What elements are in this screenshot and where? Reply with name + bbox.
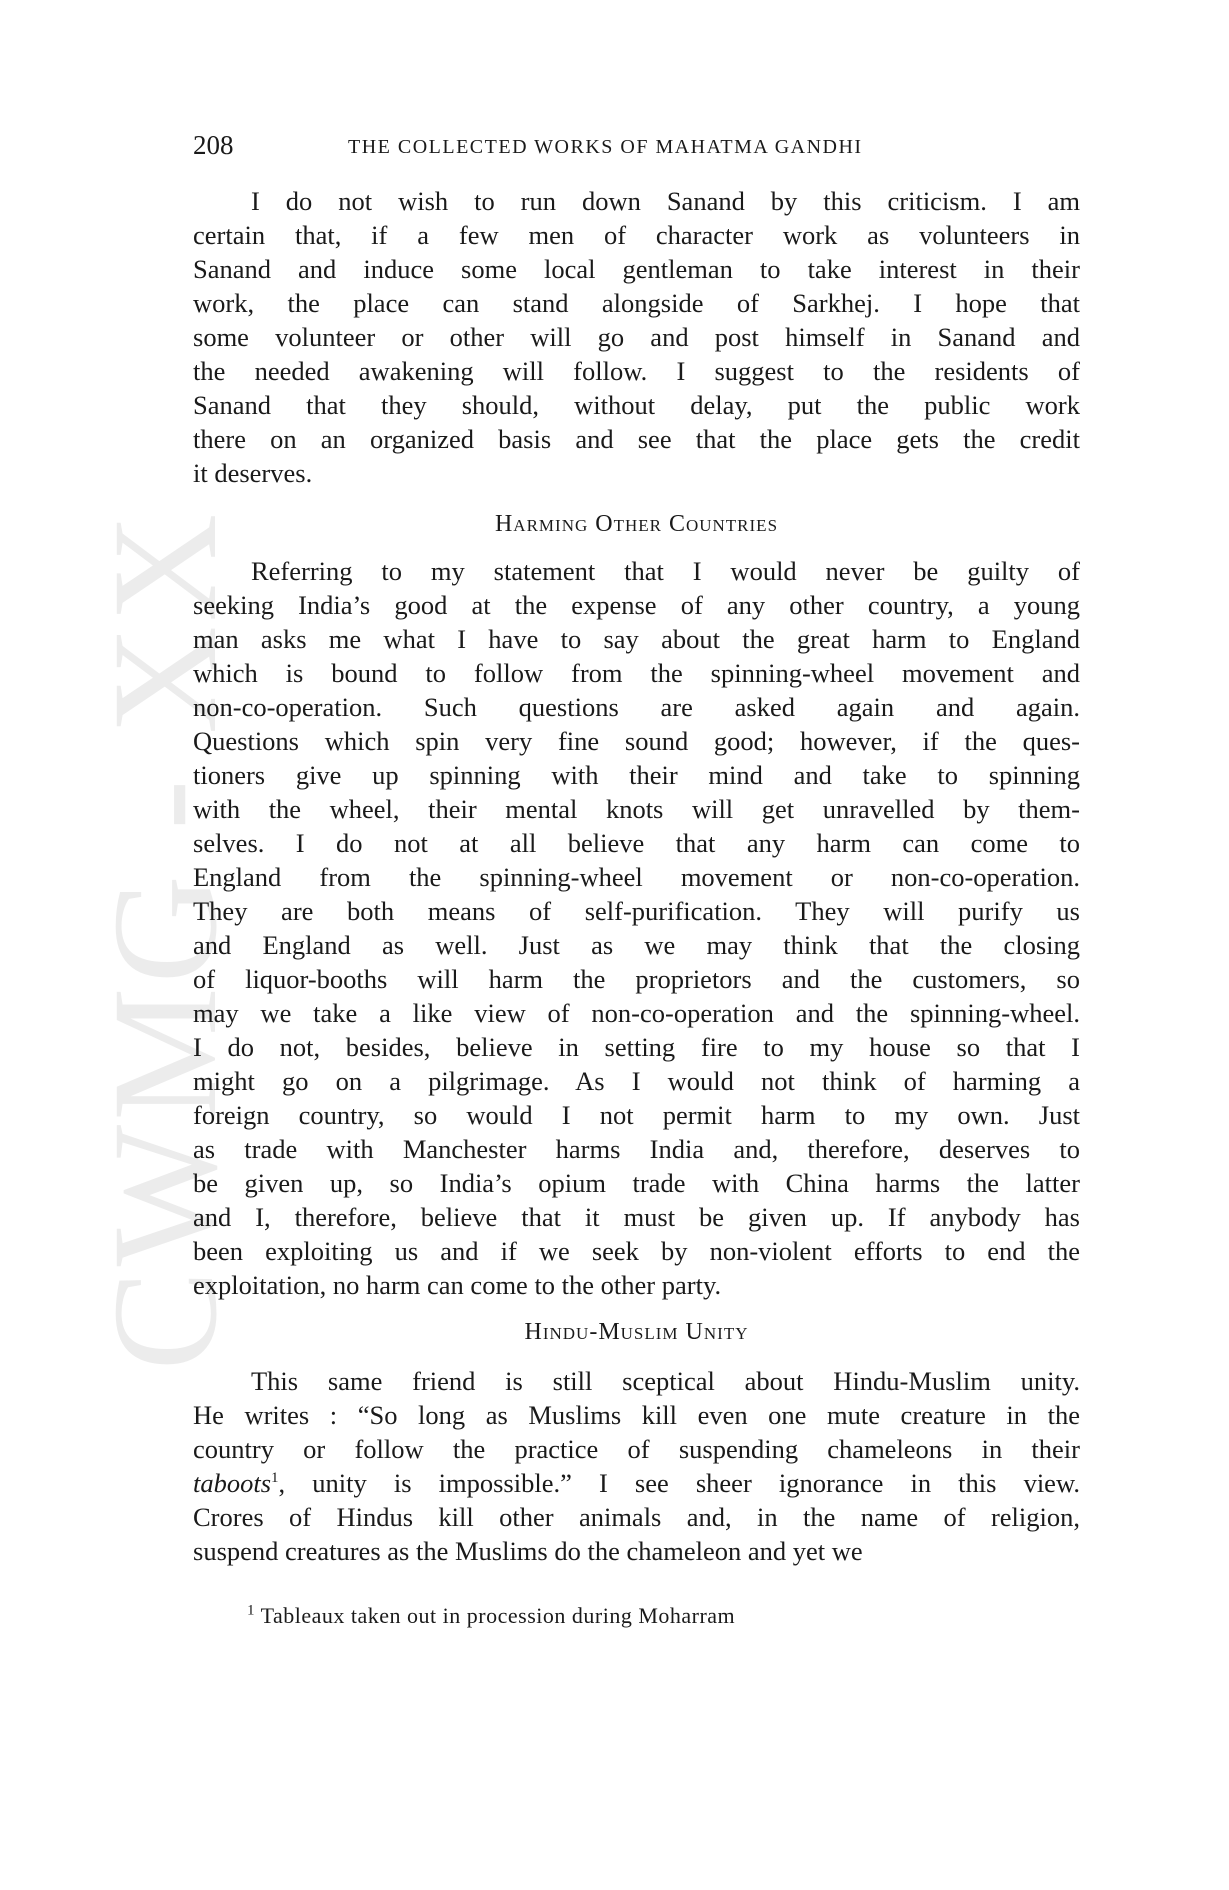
footnote-text: Tableaux taken out in procession during Moharram [260,1603,736,1628]
text-line: I do not wish to run down Sanand by this criticism. I am [251,186,1080,216]
text-line: exploitation, no harm can come to the other party. [193,1270,722,1300]
paragraph-harming-other-countries [193,554,1080,1302]
text-line: This same friend is still sceptical about Hindu-Muslim unity. [251,1366,1080,1396]
italic-term: taboots [193,1468,272,1498]
text-line: Sanand and induce some local gentleman to take interest in their [193,254,1080,284]
text-line: there on an organized basis and see that the place gets the credit [193,424,1080,454]
text-line: been exploiting us and if we seek by non-violent efforts to end the [193,1236,1080,1266]
text-line: certain that, if a few men of character work as volunteers in [193,220,1080,250]
text-line: non-co-operation. Such questions are asked again and again. [193,692,1080,722]
text-line: man asks me what I have to say about the great harm to England [193,624,1080,654]
text-line: selves. I do not at all believe that any harm can come to [193,828,1080,858]
footnote-ref: 1 [271,1470,279,1487]
text-line: work, the place can stand alongside of Sarkhej. I hope that [193,288,1080,318]
paragraph-hindu-muslim-unity [193,1364,1080,1568]
running-head: THE COLLECTED WORKS OF MAHATMA GANDHI [348,136,863,158]
section-heading-hindu-muslim-unity: Hindu-Muslim Unity [524,1319,749,1345]
text-line: Crores of Hindus kill other animals and, in the name of religion, [193,1502,1080,1532]
text-line: Referring to my statement that I would never be guilty of [251,556,1080,586]
text-line: might go on a pilgrimage. As I would not think of harming a [193,1066,1080,1096]
text-line: seeking India’s good at the expense of any other country, a young [193,590,1080,620]
line-text: , unity is impossible.” I see sheer ignorance in this view. [278,1468,1080,1498]
text-line [193,1466,1080,1500]
text-line: and England as well. Just as we may think that the closing [193,930,1080,960]
text-line: may we take a like view of non-co-operation and the spinning-wheel. [193,998,1080,1028]
text-line: country or follow the practice of suspending chameleons in their [193,1434,1080,1464]
text-line: with the wheel, their mental knots will get unravelled by them- [193,794,1080,824]
text-line: as trade with Manchester harms India and, therefore, deserves to [193,1134,1080,1164]
text-line: some volunteer or other will go and post himself in Sanand and [193,322,1080,352]
text-line: He writes : “So long as Muslims kill even one mute creature in the [193,1400,1080,1430]
section-heading-harming-other-countries: Harming Other Countries [494,511,779,537]
text-line: England from the spinning-wheel movement or non-co-operation. [193,862,1080,892]
text-line: suspend creatures as the Muslims do the chameleon and yet we [193,1536,863,1566]
text-line: and I, therefore, believe that it must be given up. If anybody has [193,1202,1080,1232]
text-line: Questions which spin very fine sound good; however, if the ques- [193,726,1080,756]
footnote-marker: 1 [247,1602,255,1619]
watermark: CWMG - XX [82,509,248,1371]
text-line: which is bound to follow from the spinning-wheel movement and [193,658,1080,688]
text-line: it deserves. [193,458,313,488]
text-line: Sanand that they should, without delay, put the public work [193,390,1080,420]
text-line: foreign country, so would I not permit harm to my own. Just [193,1100,1080,1130]
text-line: tioners give up spinning with their mind and take to spinning [193,760,1080,790]
text-line: of liquor-booths will harm the proprietors and the customers, so [193,964,1080,994]
page-number: 208 [193,130,234,160]
text-line: I do not, besides, believe in setting fire to my house so that I [193,1032,1080,1062]
text-line: They are both means of self-purification. They will purify us [193,896,1080,926]
text-line: be given up, so India’s opium trade with China harms the latter [193,1168,1080,1198]
footnote [247,1603,735,1629]
paragraph-sanand [193,184,1080,490]
text-line: the needed awakening will follow. I suggest to the residents of [193,356,1080,386]
